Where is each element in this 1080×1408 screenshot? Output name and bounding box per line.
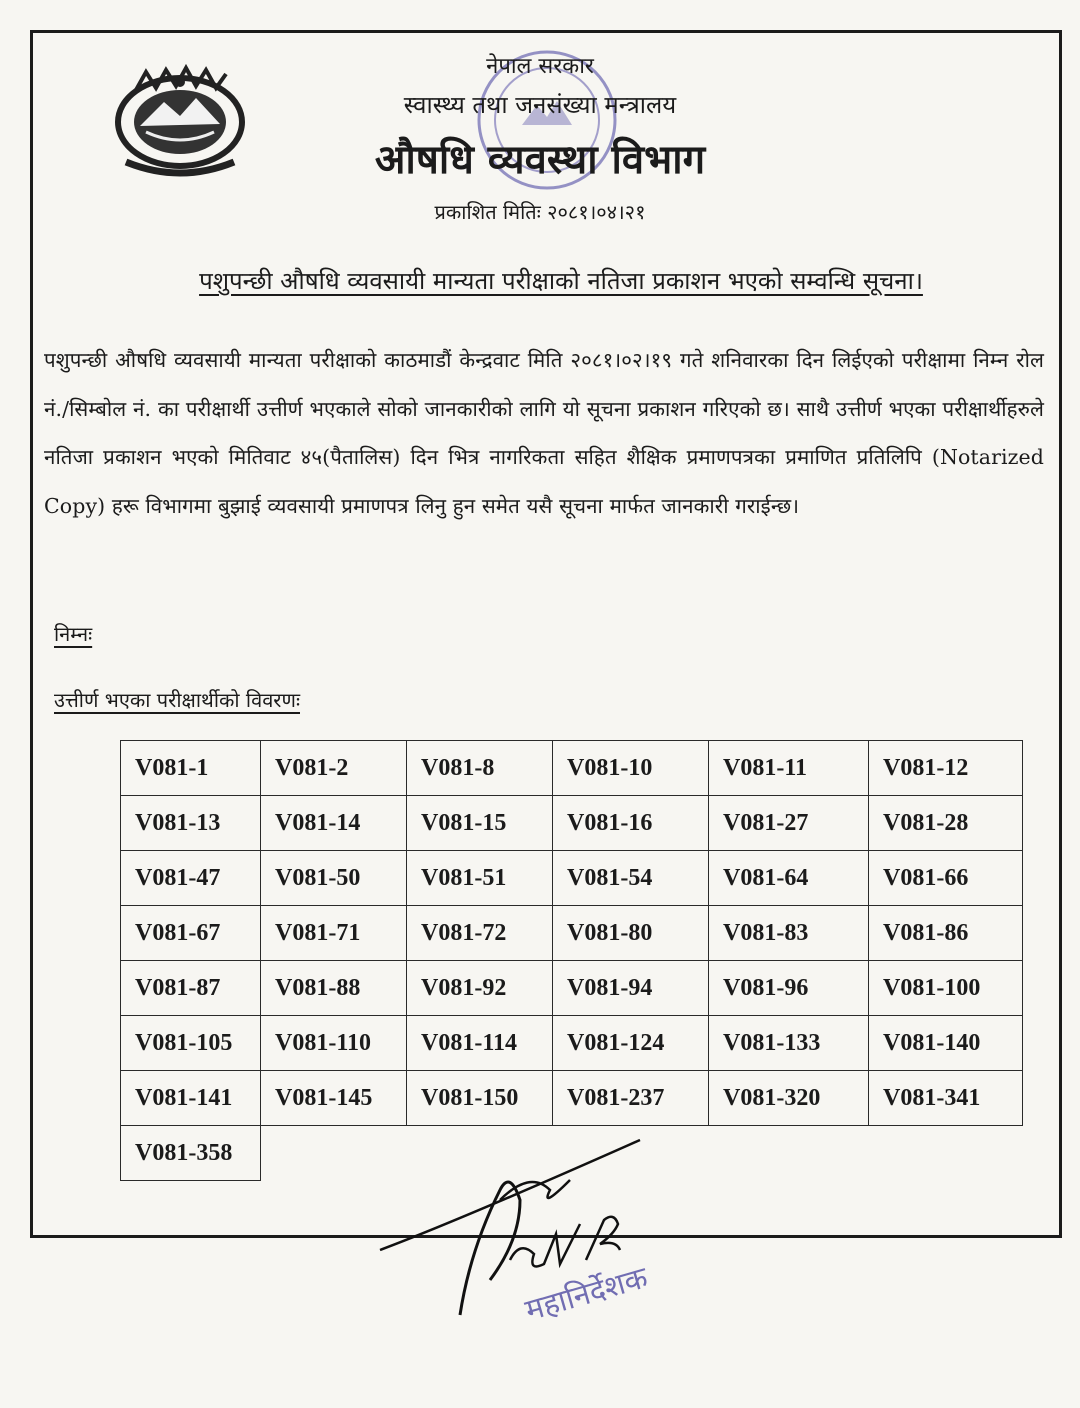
roll-number-cell: V081-14	[261, 796, 407, 851]
roll-number-cell: V081-341	[869, 1071, 1023, 1126]
roll-number-cell: V081-150	[407, 1071, 553, 1126]
roll-number-cell: V081-320	[709, 1071, 869, 1126]
roll-number-cell: V081-8	[407, 741, 553, 796]
roll-number-cell: V081-72	[407, 906, 553, 961]
empty-cell	[869, 1126, 1023, 1181]
roll-number-cell: V081-86	[869, 906, 1023, 961]
roll-number-cell: V081-96	[709, 961, 869, 1016]
roll-number-cell: V081-16	[553, 796, 709, 851]
roll-number-cell: V081-1	[121, 741, 261, 796]
table-row	[121, 796, 1023, 851]
roll-number-cell: V081-12	[869, 741, 1023, 796]
roll-number-cell: V081-47	[121, 851, 261, 906]
roll-number-cell: V081-67	[121, 906, 261, 961]
roll-number-cell: V081-358	[121, 1126, 261, 1181]
table-row	[121, 1016, 1023, 1071]
roll-number-cell: V081-105	[121, 1016, 261, 1071]
label-passed-details: उत्तीर्ण भएका परीक्षार्थीको विवरणः	[54, 688, 300, 712]
roll-number-cell: V081-88	[261, 961, 407, 1016]
table-row	[121, 741, 1023, 796]
roll-number-cell: V081-66	[869, 851, 1023, 906]
roll-number-cell: V081-27	[709, 796, 869, 851]
roll-number-cell: V081-114	[407, 1016, 553, 1071]
roll-number-cell: V081-94	[553, 961, 709, 1016]
roll-number-cell: V081-10	[553, 741, 709, 796]
table-row	[121, 1071, 1023, 1126]
roll-number-cell: V081-145	[261, 1071, 407, 1126]
roll-number-cell: V081-54	[553, 851, 709, 906]
roll-number-cell: V081-83	[709, 906, 869, 961]
roll-number-cell: V081-15	[407, 796, 553, 851]
roll-number-cell: V081-28	[869, 796, 1023, 851]
table-row	[121, 906, 1023, 961]
roll-number-cell: V081-124	[553, 1016, 709, 1071]
director-general-stamp: महानिर्देशक	[521, 1260, 652, 1329]
roll-number-cell: V081-51	[407, 851, 553, 906]
published-date: प्रकाशित मितिः २०८१।०४।२१	[434, 200, 646, 224]
roll-number-cell: V081-2	[261, 741, 407, 796]
government-name: नेपाल सरकार	[486, 54, 594, 79]
table-row	[121, 851, 1023, 906]
empty-cell	[709, 1126, 869, 1181]
roll-number-cell: V081-141	[121, 1071, 261, 1126]
roll-number-cell: V081-11	[709, 741, 869, 796]
notice-title: पशुपन्छी औषधि व्यवसायी मान्यता परीक्षाको नतिजा प्रकाशन भएको सम्वन्धि सूचना।	[199, 267, 923, 295]
notice-body: पशुपन्छी औषधि व्यवसायी मान्यता परीक्षाको काठमाडौं केन्द्रवाट मिति २०८१।०२।१९ गते शनिवारका दिन लिईएको परीक्षामा निम्न रोल नं./सिम्बोल नं. का परीक्षार्थी उत्तीर्ण भएकाले सोको जानकारीको लागि यो सूचना प्रकाशन गरिएको छ। साथै उत्तीर्ण भएका परीक्षार्थीहरुले नतिजा प्रकाशन भएको मितिवाट ४५(पैतालिस) दिन भित्र नागरिकता सहित शैक्षिक प्रमाणपत्रका प्रमाणित प्रतिलिपि (Notarized Copy) हरू विभागमा बुझाई व्यवसायी प्रमाणपत्र लिनु हुन समेत यसै सूचना मार्फत जानकारी गराईन्छ।	[44, 348, 1044, 518]
ministry-name: स्वास्थ्य तथा जनसंख्या मन्त्रालय	[403, 91, 677, 119]
passed-candidates-table	[120, 740, 1023, 1181]
roll-number-cell: V081-71	[261, 906, 407, 961]
roll-number-cell: V081-133	[709, 1016, 869, 1071]
roll-number-cell: V081-237	[553, 1071, 709, 1126]
roll-number-cell: V081-13	[121, 796, 261, 851]
table-row	[121, 961, 1023, 1016]
department-name: औषधि व्यवस्था विभाग	[374, 136, 706, 183]
roll-number-cell: V081-80	[553, 906, 709, 961]
roll-number-cell: V081-100	[869, 961, 1023, 1016]
label-niman: निम्नः	[54, 622, 93, 646]
roll-number-cell: V081-140	[869, 1016, 1023, 1071]
roll-number-cell: V081-92	[407, 961, 553, 1016]
roll-number-cell: V081-110	[261, 1016, 407, 1071]
roll-number-cell: V081-50	[261, 851, 407, 906]
roll-number-cell: V081-64	[709, 851, 869, 906]
roll-number-cell: V081-87	[121, 961, 261, 1016]
